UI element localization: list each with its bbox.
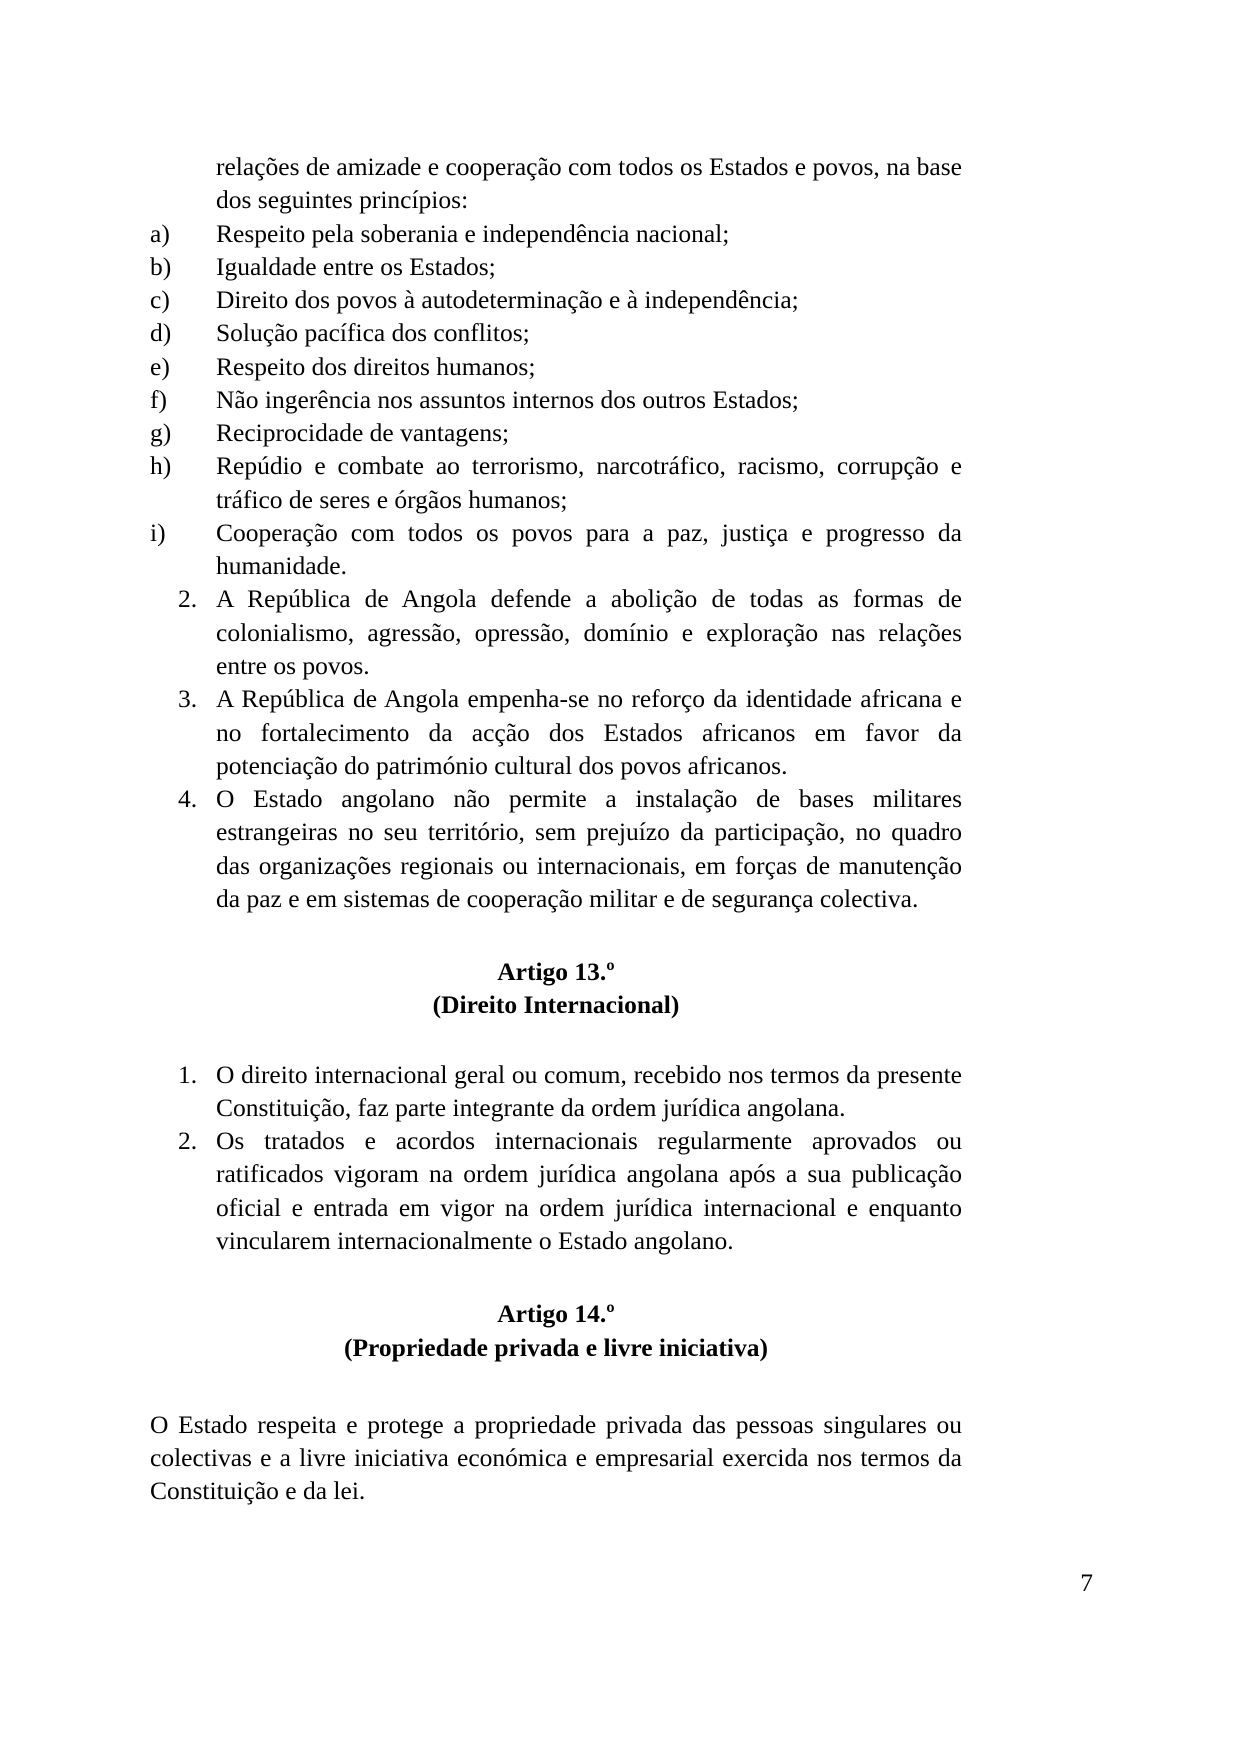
list-item: [150, 250, 962, 283]
numbered-item-text: A República de Angola empenha-se no reforço da identidade africana e no fortalecimento da acção dos Estados africanos em favor da potenciação do património cultural dos povos africanos.: [216, 684, 962, 780]
numbered-item-text: O Estado angolano não permite a instalação de bases militares estrangeiras no seu território, sem prejuízo da participação, no quadro das organizações regionais ou internacionais, em forças de manutenção da paz e em sistemas de cooperação militar e de segurança colectiva.: [216, 784, 962, 913]
continuation-paragraph: relações de amizade e cooperação com todos os Estados e povos, na base dos seguintes princípios:: [216, 152, 962, 215]
list-item: [150, 416, 962, 449]
article-13-title: Artigo 13.º: [497, 957, 615, 987]
list-item-text: Solução pacífica dos conflitos;: [216, 318, 530, 348]
numbered-item: [150, 682, 962, 782]
list-marker: b): [150, 251, 172, 281]
list-marker: 2.: [178, 1126, 198, 1156]
list-marker: 1.: [178, 1059, 198, 1089]
article-13-heading-block: [150, 955, 962, 1022]
numbered-item-text: A República de Angola defende a abolição de todas as formas de colonialismo, agressão, opressão, domínio e exploração nas relações entre os povos.: [216, 584, 962, 680]
list-item: [150, 316, 962, 349]
list-marker: i): [150, 517, 166, 547]
list-marker: 3.: [178, 684, 198, 714]
list-item: [150, 449, 962, 516]
article-14-subtitle: (Propriedade privada e livre iniciativa): [343, 1332, 768, 1362]
numbered-item: [150, 1058, 962, 1125]
page-content: [150, 150, 962, 1508]
article-14-title: Artigo 14.º: [497, 1299, 615, 1329]
list-item: [150, 217, 962, 250]
list-marker: h): [150, 451, 172, 481]
numbered-item-text: O direito internacional geral ou comum, recebido nos termos da presente Constituição, faz parte integrante da ordem jurídica angolana.: [216, 1059, 962, 1122]
continuation-paragraph-block: [150, 150, 962, 217]
spacer: [150, 1022, 962, 1058]
numbered-item: [150, 1124, 962, 1257]
spacer: [150, 1364, 962, 1408]
list-item-text: Igualdade entre os Estados;: [216, 251, 496, 281]
list-item-text: Respeito dos direitos humanos;: [216, 351, 536, 381]
article-13-clauses: [150, 1058, 962, 1258]
numbered-item: [150, 582, 962, 682]
list-item: [150, 350, 962, 383]
list-item-text: Respeito pela soberania e independência nacional;: [216, 218, 730, 248]
list-marker: e): [150, 351, 170, 381]
list-marker: f): [150, 384, 167, 414]
list-item: [150, 516, 962, 583]
numbered-item-text: Os tratados e acordos internacionais regularmente aprovados ou ratificados vigoram na ordem jurídica angolana após a sua publicação oficial e entrada em vigor na ordem jurídica internacional e enquanto vincularem internacionalmente o Estado angolano.: [216, 1126, 962, 1255]
article-13-subtitle: (Direito Internacional): [432, 990, 680, 1020]
list-item-text: Repúdio e combate ao terrorismo, narcotráfico, racismo, corrupção e tráfico de seres e órgãos humanos;: [216, 451, 962, 514]
list-item: [150, 383, 962, 416]
list-item: [150, 283, 962, 316]
list-marker: 2.: [178, 584, 198, 614]
article-14-paragraph: O Estado respeita e protege a propriedade privada das pessoas singulares ou colectivas e a livre iniciativa económica e empresarial exercida nos termos da Constituição e da lei.: [150, 1409, 962, 1506]
article-12-clauses: [150, 582, 962, 915]
list-marker: 4.: [178, 784, 198, 814]
list-marker: d): [150, 318, 172, 348]
article-14-heading-block: [150, 1297, 962, 1364]
principles-list: [150, 217, 962, 583]
list-item-text: Cooperação com todos os povos para a paz, justiça e progresso da humanidade.: [216, 517, 962, 581]
list-item-text: Não ingerência nos assuntos internos dos outros Estados;: [216, 384, 799, 414]
list-marker: c): [150, 285, 170, 315]
list-marker: a): [150, 218, 170, 248]
page-number: 7: [1080, 1567, 1093, 1597]
list-marker: g): [150, 418, 172, 448]
list-item-text: Reciprocidade de vantagens;: [216, 418, 510, 448]
numbered-item: [150, 782, 962, 915]
list-item-text: Direito dos povos à autodeterminação e à independência;: [216, 285, 799, 315]
